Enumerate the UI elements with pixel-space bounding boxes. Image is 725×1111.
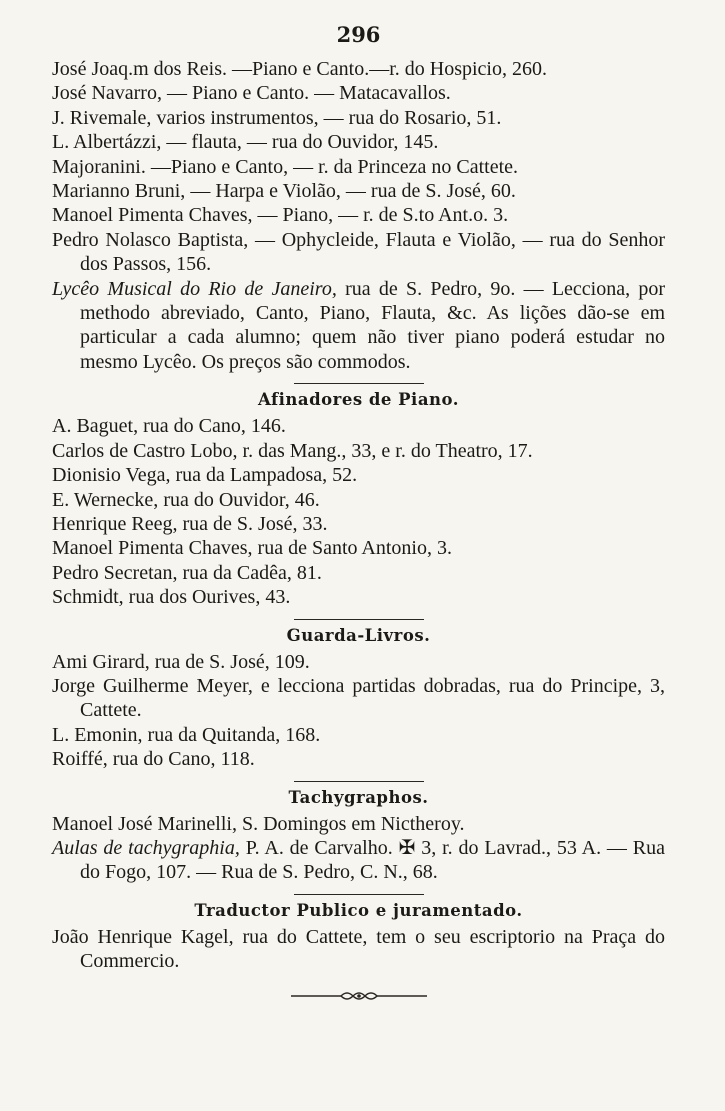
directory-entry bbox=[52, 106, 665, 130]
ornament-rule-icon bbox=[289, 989, 429, 1003]
entry-details: varios instrumentos, — rua do Rosario, 51. bbox=[156, 106, 502, 129]
directory-entry bbox=[52, 650, 665, 674]
entry-details: rua de S. José, 109. bbox=[154, 650, 310, 673]
section-4 bbox=[52, 894, 665, 974]
entry-details: rua do Ouvidor, 46. bbox=[163, 488, 320, 511]
entry-name: E. Wernecke, bbox=[52, 488, 159, 511]
entry-name: Carlos de Castro Lobo, bbox=[52, 439, 238, 462]
section-title: Tachygraphos. bbox=[288, 787, 429, 807]
directory-entry bbox=[52, 81, 665, 105]
entry-name: Aulas de tachygraphia, bbox=[52, 836, 240, 859]
entry-name: L. Emonin, bbox=[52, 723, 143, 746]
directory-entry bbox=[52, 463, 665, 487]
directory-entry bbox=[52, 723, 665, 747]
entry-details: rua dos Ourives, 43. bbox=[128, 586, 291, 609]
entry-details: P. A. de Carvalho. ✠ 3, r. do Lavrad., 53 A. — Rua do Fogo, 107. — Rua de S. Pedro, C. N., 68. bbox=[80, 836, 666, 884]
section-title: Afinadores de Piano. bbox=[258, 390, 459, 410]
directory-entry bbox=[52, 57, 665, 81]
section-divider bbox=[294, 894, 424, 895]
directory-entry bbox=[52, 130, 665, 154]
entry-details: rua de S. Pedro, 9o. — Lecciona, por methodo abreviado, Canto, Piano, Flauta, &c. As lições dão-se em particular a cada alumno; quem não tiver piano poderá estudar no mesmo Lycêo. Os preços são commodos. bbox=[80, 277, 666, 373]
section-3 bbox=[52, 781, 665, 885]
entry-details: rua da Lampadosa, 52. bbox=[175, 464, 358, 487]
page-number: 296 bbox=[336, 22, 381, 47]
section-1 bbox=[52, 383, 665, 609]
directory-entry bbox=[52, 925, 665, 974]
directory-entry bbox=[52, 747, 665, 771]
entry-details: — Ophycleide, Flauta e Violão, — rua do Senhor dos Passos, 156. bbox=[80, 228, 666, 276]
entry-name: Henrique Reeg, bbox=[52, 512, 178, 535]
entry-details: rua da Cadêa, 81. bbox=[182, 561, 322, 584]
entry-name: Ami Girard, bbox=[52, 650, 150, 673]
entry-details: rua do Cano, 118. bbox=[112, 748, 255, 771]
directory-entry bbox=[52, 277, 665, 375]
entry-name: José Joaq.m dos Reis. bbox=[52, 58, 227, 80]
entry-name: Marianno Bruni, bbox=[52, 180, 186, 203]
section-divider bbox=[294, 619, 424, 620]
entry-details: —Piano e Canto, — r. da Princeza no Cattete. bbox=[150, 155, 519, 178]
entry-name: Roiffé, bbox=[52, 748, 108, 771]
directory-entry bbox=[52, 488, 665, 512]
directory-entry bbox=[52, 561, 665, 585]
entry-details: rua do Cattete, tem o seu escriptorio na Praça do Commercio. bbox=[80, 925, 666, 973]
directory-entry bbox=[52, 179, 665, 203]
entry-name: José Navarro, bbox=[52, 82, 162, 105]
entry-name: Majoranini. bbox=[52, 155, 146, 178]
entry-name: Dionisio Vega, bbox=[52, 464, 171, 487]
section-divider bbox=[294, 781, 424, 782]
entry-name: Manoel José Marinelli, bbox=[52, 812, 237, 835]
directory-entry bbox=[52, 203, 665, 227]
entry-details: rua de Santo Antonio, 3. bbox=[257, 537, 452, 560]
entry-name: Jorge Guilherme Meyer, bbox=[52, 674, 253, 697]
directory-entry bbox=[52, 512, 665, 536]
directory-entry bbox=[52, 836, 665, 885]
entry-details: — Harpa e Violão, — rua de S. José, 60. bbox=[190, 180, 516, 203]
entry-details: —Piano e Canto.—r. do Hospicio, 260. bbox=[232, 58, 547, 80]
section-title: Traductor Publico e juramentado. bbox=[194, 900, 523, 920]
end-ornament bbox=[52, 988, 665, 1007]
page-content bbox=[52, 57, 665, 974]
section-0 bbox=[52, 57, 665, 374]
entry-details: S. Domingos em Nictheroy. bbox=[241, 812, 465, 835]
entry-name: J. Rivemale, bbox=[52, 106, 152, 129]
section-divider bbox=[294, 383, 424, 384]
section-title: Guarda-Livros. bbox=[286, 625, 431, 645]
directory-entry bbox=[52, 812, 665, 836]
entry-name: Lycêo Musical do Rio de Janeiro, bbox=[52, 277, 337, 300]
directory-entry bbox=[52, 439, 665, 463]
entry-name: Manoel Pimenta Chaves, bbox=[52, 204, 253, 227]
entry-name: Pedro Nolasco Baptista, bbox=[52, 228, 249, 251]
directory-entry bbox=[52, 674, 665, 723]
entry-details: rua de S. José, 33. bbox=[182, 512, 328, 535]
entry-details: rua do Cano, 146. bbox=[143, 415, 286, 438]
entry-details: — Piano e Canto. — Matacavallos. bbox=[166, 82, 451, 105]
section-2 bbox=[52, 619, 665, 772]
entry-details: — flauta, — rua do Ouvidor, 145. bbox=[166, 131, 439, 154]
entry-name: Pedro Secretan, bbox=[52, 561, 178, 584]
entry-name: João Henrique Kagel, bbox=[52, 925, 234, 948]
directory-entry bbox=[52, 536, 665, 560]
directory-entry bbox=[52, 155, 665, 179]
directory-entry bbox=[52, 414, 665, 438]
directory-entry bbox=[52, 585, 665, 609]
entry-name: A. Baguet, bbox=[52, 415, 139, 438]
directory-entry bbox=[52, 228, 665, 277]
entry-details: r. das Mang., 33, e r. do Theatro, 17. bbox=[242, 439, 533, 462]
entry-details: — Piano, — r. de S.to Ant.o. 3. bbox=[257, 204, 509, 227]
entry-name: Schmidt, bbox=[52, 586, 124, 609]
entry-details: e lecciona partidas dobradas, rua do Principe, 3, Cattete. bbox=[80, 674, 666, 722]
entry-name: Manoel Pimenta Chaves, bbox=[52, 537, 253, 560]
entry-name: L. Albertázzi, bbox=[52, 131, 162, 154]
entry-details: rua da Quitanda, 168. bbox=[147, 723, 321, 746]
